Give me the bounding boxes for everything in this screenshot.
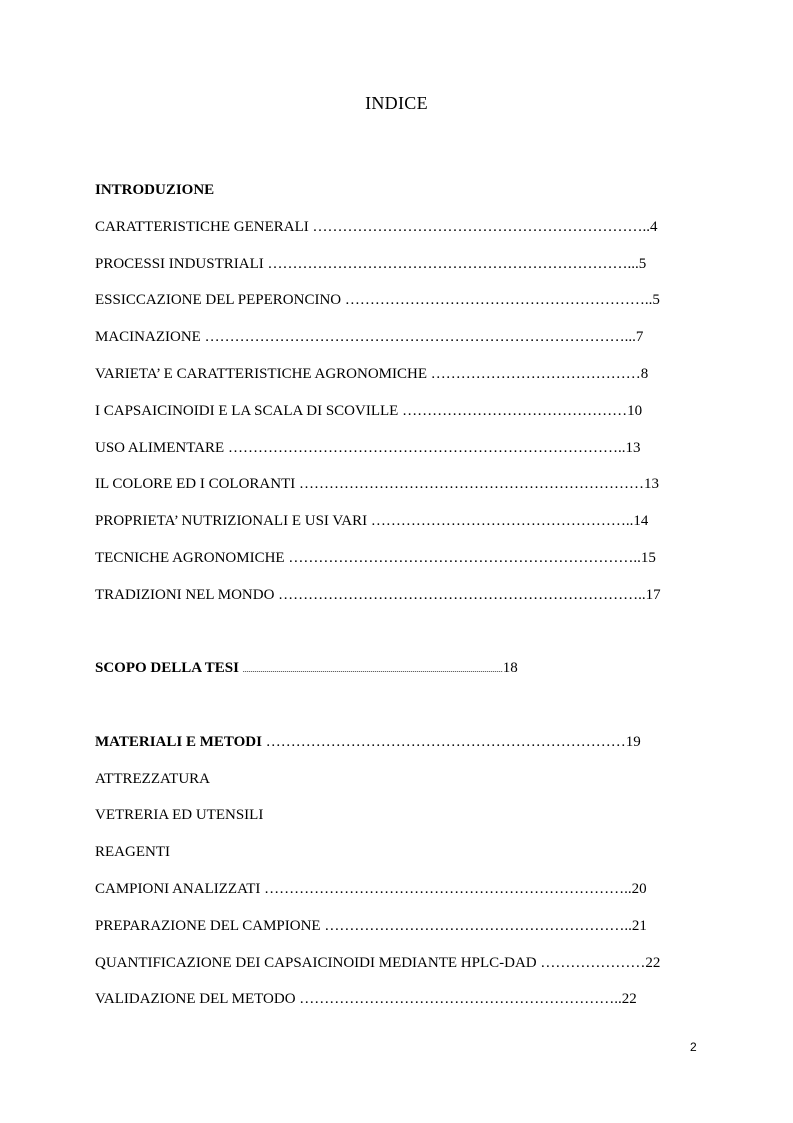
toc-entry: VALIDAZIONE DEL METODO ………………………………………………………..22 xyxy=(95,991,637,1007)
toc-entry: VARIETA’ E CARATTERISTICHE AGRONOMICHE ……………………………………8 xyxy=(95,366,649,382)
toc-entry: QUANTIFICAZIONE DEI CAPSAICINOIDI MEDIANTE HPLC-DAD …………………22 xyxy=(95,955,661,971)
toc-entry: REAGENTI xyxy=(95,844,170,860)
page-title: INDICE xyxy=(365,93,428,113)
toc-entry: PROCESSI INDUSTRIALI ………………………………………………………………...5 xyxy=(95,256,647,272)
toc-entry: TECNICHE AGRONOMICHE ……………………………………………………………..15 xyxy=(95,550,656,566)
toc-entry: CARATTERISTICHE GENERALI …………………………………………………………..4 xyxy=(95,219,658,235)
toc-entry: PREPARAZIONE DEL CAMPIONE ……………………………………………………..21 xyxy=(95,918,647,934)
toc-entry: PROPRIETA’ NUTRIZIONALI E USI VARI ……………………………………………..14 xyxy=(95,513,649,529)
toc-entry: USO ALIMENTARE ……………………………………………………………………..13 xyxy=(95,440,641,456)
page-number: 2 xyxy=(690,1040,697,1054)
toc-entry: MACINAZIONE …………………………………………………………………………...7 xyxy=(95,329,644,345)
toc-entry-scopo: SCOPO DELLA TESI ..................................................................................................................................18 xyxy=(95,660,518,676)
toc-entry: ESSICCAZIONE DEL PEPERONCINO ……………………………………………………..5 xyxy=(95,292,660,308)
toc-entry: CAMPIONI ANALIZZATI ………………………………………………………………..20 xyxy=(95,881,647,897)
toc-entry: VETRERIA ED UTENSILI xyxy=(95,807,264,823)
toc-entry: I CAPSAICINOIDI E LA SCALA DI SCOVILLE ………………………………………10 xyxy=(95,403,643,419)
toc-entry: TRADIZIONI NEL MONDO ………………………………………………………………..17 xyxy=(95,587,661,603)
toc-entry-introduzione: INTRODUZIONE xyxy=(95,182,215,198)
toc-entry: IL COLORE ED I COLORANTI ……………………………………………………………13 xyxy=(95,476,660,492)
toc-entry-materiali: MATERIALI E METODI ………………………………………………………………19 xyxy=(95,734,641,750)
toc-entry: ATTREZZATURA xyxy=(95,771,210,787)
